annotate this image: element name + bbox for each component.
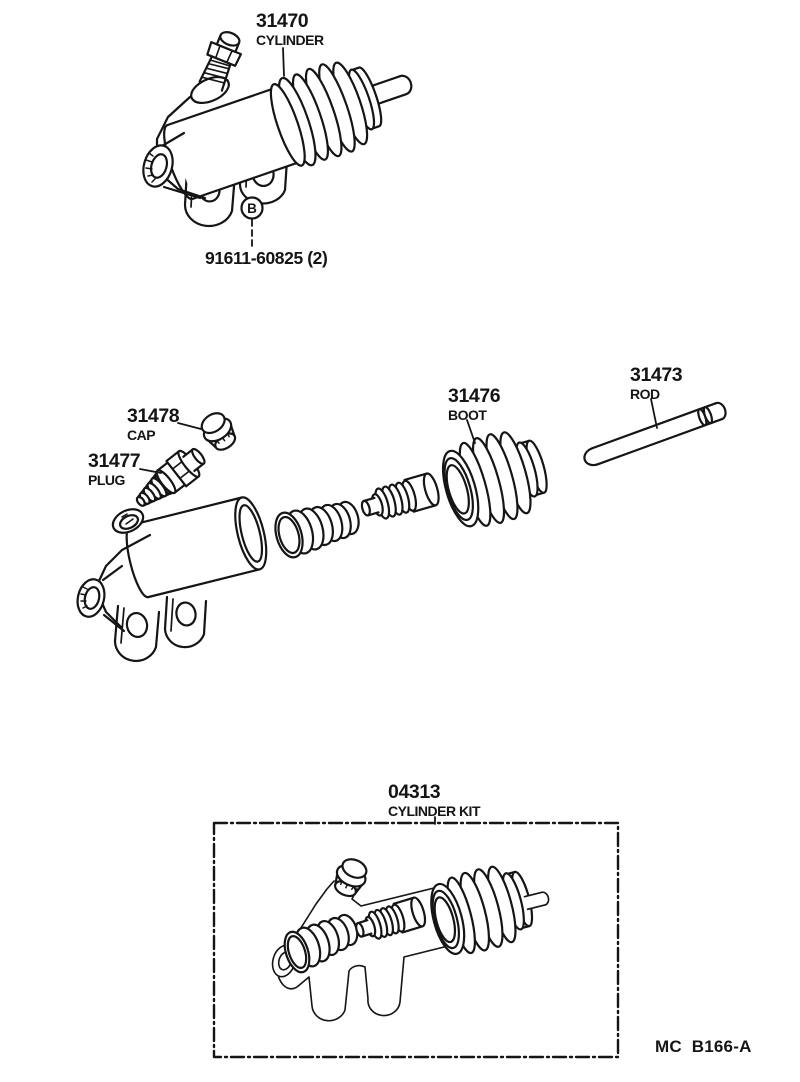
part-number-plug: 31477	[88, 450, 141, 472]
cylinder-barrel	[156, 39, 426, 209]
boot-drawing	[435, 423, 556, 535]
callout-cylinder	[256, 12, 324, 48]
bleeder-screw-drawing	[187, 27, 247, 108]
part-name-cylinder: CYLINDER	[256, 31, 324, 48]
part-name-plug: PLUG	[88, 471, 125, 488]
callout-boot	[448, 387, 500, 423]
kit-piston-drawing	[352, 896, 427, 945]
part-number-cylinder: 31470	[256, 10, 309, 32]
part-number-cap: 31478	[127, 405, 180, 427]
spring-drawing	[271, 499, 363, 560]
callout-plug	[88, 452, 140, 488]
leader-cap	[178, 423, 201, 429]
cylinder-body-drawing	[74, 494, 273, 661]
kit-cap-drawing	[329, 855, 371, 901]
kit-boundary-box	[214, 823, 618, 1057]
callout-cap	[127, 407, 179, 443]
callout-kit	[388, 783, 480, 819]
rod-drawing	[582, 401, 728, 468]
part-name-rod: ROD	[630, 385, 660, 402]
bolt-symbol: B	[247, 201, 257, 216]
part-name-boot: BOOT	[448, 406, 487, 423]
part-number-kit: 04313	[388, 781, 441, 803]
part-number-boot: 31476	[448, 385, 501, 407]
plug-drawing	[129, 442, 211, 516]
page-reference-code: MC B166-A	[655, 1037, 752, 1056]
cap-drawing	[196, 408, 241, 455]
leader-cylinder	[283, 48, 284, 76]
part-number-bolt: 91611-60825 (2)	[205, 248, 328, 268]
leader-rod	[651, 399, 657, 428]
bolt-callout	[242, 198, 263, 248]
part-name-kit: CYLINDER KIT	[388, 802, 480, 819]
cylinder-kit-drawing	[214, 823, 618, 1057]
leader-boot	[467, 420, 475, 443]
part-number-rod: 31473	[630, 364, 683, 386]
callout-rod	[630, 366, 682, 402]
kit-spring-drawing	[280, 912, 361, 975]
part-name-cap: CAP	[127, 426, 156, 443]
kit-boot-drawing	[424, 859, 539, 962]
piston-drawing	[358, 472, 442, 525]
cylinder-assembly-drawing	[139, 27, 426, 247]
